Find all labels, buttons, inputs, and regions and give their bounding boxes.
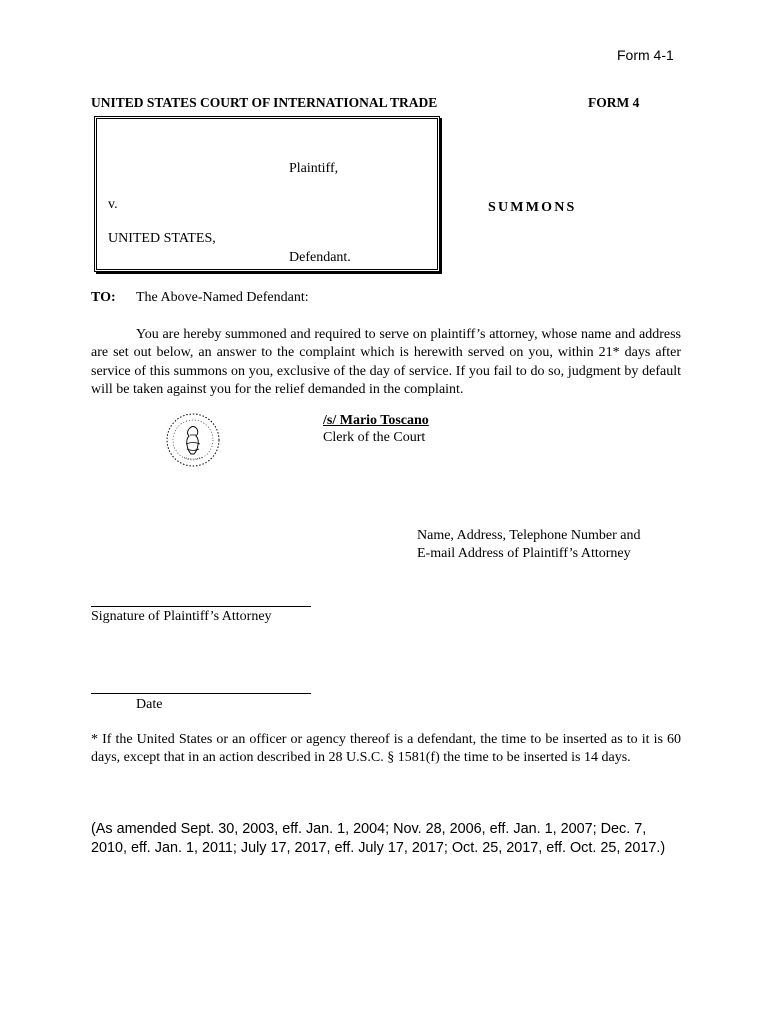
clerk-title: Clerk of the Court (323, 430, 426, 445)
amendment-note: (As amended Sept. 30, 2003, eff. Jan. 1, 2004; Nov. 28, 2006, eff. Jan. 1, 2007; Dec. 7, 2010, eff. Jan. 1, 2011; July 17, 2017, eff. July 17, 2017; Oct. 25, 2017, eff. Oct. 25, 2017.) (91, 821, 666, 856)
summons-body-text: You are hereby summoned and required to serve on plaintiff’s attorney, whose name and address are set out below, an answer to the complaint which is herewith served on you, within 21* days after service of this summons on you, exclusive of the day of service. If you fail to do so, judgment by default will be taken against you for the relief demanded in the complaint. (91, 327, 681, 397)
addressee: The Above-Named Defendant: (136, 290, 309, 305)
versus-label: v. (108, 197, 118, 212)
attorney-info-label-line2: E-mail Address of Plaintiff’s Attorney (417, 546, 631, 561)
footnote: * If the United States or an officer or agency thereof is a defendant, the time to be inserted as to it is 60 days, except that in an action described in 28 U.S.C. § 1581(f) the time to be inserted is 14 days. (91, 732, 681, 766)
attorney-signature-caption: Signature of Plaintiff’s Attorney (91, 609, 272, 624)
attorney-signature-line (91, 606, 311, 607)
form-number: Form 4-1 (617, 47, 674, 63)
clerk-signature: /s/ Mario Toscano (323, 413, 429, 428)
date-line (91, 693, 311, 694)
case-caption-box (94, 116, 440, 272)
court-seal-icon (164, 411, 222, 469)
defendant-label: Defendant. (289, 250, 351, 265)
attorney-info-label-line1: Name, Address, Telephone Number and (417, 528, 641, 543)
defendant-name: UNITED STATES, (108, 231, 216, 246)
court-name: UNITED STATES COURT OF INTERNATIONAL TRADE (91, 95, 438, 110)
date-caption: Date (136, 697, 163, 712)
form-label: FORM 4 (588, 95, 640, 110)
document-title: SUMMONS (488, 200, 577, 215)
to-label: TO: (91, 290, 116, 305)
plaintiff-label: Plaintiff, (289, 161, 339, 176)
